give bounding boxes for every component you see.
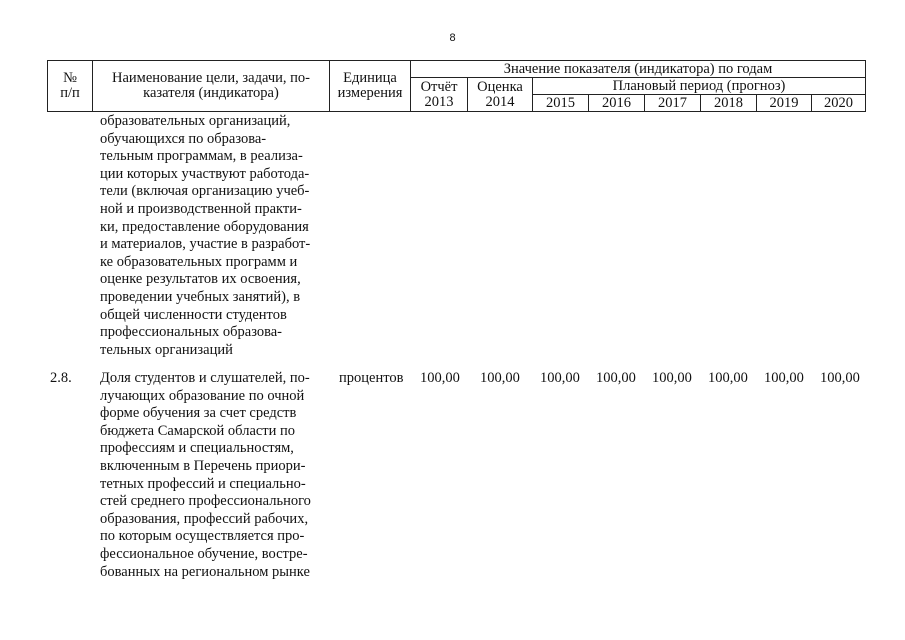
description-line: форме обучения за счет средств: [100, 405, 297, 422]
header-plan-year: 2018: [714, 94, 743, 111]
row-description: [100, 370, 325, 581]
page-number: 8: [449, 32, 456, 44]
header-estimate-cell: [468, 78, 532, 111]
description-line: ции которых участвуют работода-: [100, 165, 310, 182]
value-2017: 100,00: [652, 370, 692, 386]
value-2016: 100,00: [596, 370, 636, 386]
header-name-line2: казателя (индикатора): [143, 85, 279, 101]
description-line: Доля студентов и слушателей, по-: [100, 370, 310, 386]
value-2013: 100,00: [420, 370, 460, 386]
header-plan-year: 2015: [546, 94, 575, 111]
header-number-cell: [48, 64, 92, 108]
description-line: профессиям и специальностям,: [100, 440, 294, 457]
value-2018: 100,00: [708, 370, 748, 386]
header-name-cell: [93, 64, 329, 108]
header-plan-year: 2016: [602, 94, 631, 111]
description-line: оценке результатов их освоения,: [100, 271, 301, 288]
header-number-line2: п/п: [60, 85, 80, 101]
header-report-label: Отчёт: [420, 78, 458, 95]
header-report-cell: [411, 78, 467, 111]
description-line: образовательных организаций,: [100, 113, 291, 129]
header-plan-year: 2020: [824, 94, 853, 111]
header-unit-line1: Единица: [343, 70, 397, 86]
description-line: обучающихся по образова-: [100, 130, 267, 147]
description-line: по которым осуществляется про-: [100, 528, 305, 545]
description-line: ной и производственной практи-: [100, 200, 302, 217]
table-header: [47, 60, 866, 112]
header-bottom-border: [47, 111, 866, 112]
header-estimate-year: 2014: [485, 93, 515, 110]
header-report-year: 2013: [424, 93, 454, 110]
header-name-line1: Наименование цели, задачи, по-: [112, 70, 310, 86]
description-line: образования, профессий рабочих,: [100, 510, 309, 527]
description-line: тельных организаций: [100, 341, 233, 358]
header-unit-line2: измерения: [337, 85, 403, 101]
header-estimate-label: Оценка: [477, 78, 523, 95]
header-plan-year: 2019: [769, 94, 799, 111]
description-line: и материалов, участие в разработ-: [100, 236, 311, 253]
header-plan-year: 2017: [658, 94, 687, 111]
value-2019: 100,00: [764, 370, 804, 386]
description-line: стей среднего профессионального: [100, 493, 311, 510]
row-number: 2.8.: [50, 370, 72, 386]
row-unit: процентов: [339, 370, 404, 386]
description-line: бюджета Самарской области по: [100, 422, 296, 439]
description-line: ки, предоставление оборудования: [100, 218, 309, 235]
value-2015: 100,00: [540, 370, 580, 386]
description-line: профессиональных образова-: [100, 324, 283, 341]
description-line: тельным программам, в реализа-: [100, 148, 303, 165]
description-line: лучающих образование по очной: [100, 387, 305, 404]
header-number-line1: №: [63, 70, 77, 86]
description-line: общей численности студентов: [100, 306, 287, 323]
description-line: тели (включая организацию учеб-: [100, 183, 310, 200]
value-2014: 100,00: [480, 370, 520, 386]
description-line: включенным в Перечень приори-: [100, 457, 306, 474]
description-line: тетных профессий и специально-: [100, 475, 306, 492]
description-line: ке образовательных программ и: [100, 253, 298, 270]
value-2020: 100,00: [820, 370, 860, 386]
description-line: фессиональное обучение, востре-: [100, 545, 308, 562]
header-unit-cell: [330, 64, 410, 108]
description-line: проведении учебных занятий), в: [100, 288, 301, 305]
continued-row-description: [100, 113, 325, 359]
header-values-title: Значение показателя (индикатора) по годам: [503, 60, 773, 77]
header-right-border: [865, 60, 866, 112]
description-line: бованных на региональном рынке: [100, 563, 310, 580]
header-plan-title: Плановый период (прогноз): [612, 77, 786, 94]
